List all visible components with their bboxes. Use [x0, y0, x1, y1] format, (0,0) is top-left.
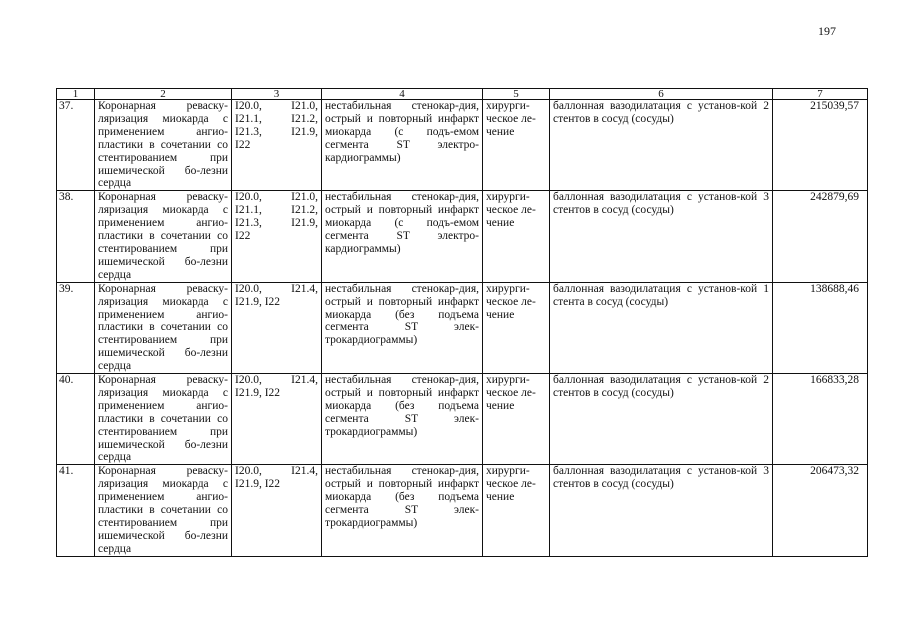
diagnosis: нестабильная стенокар-дия, острый и повторный инфаркт миокарда (без подъема сегмента ST элек-трокардиограммы): [322, 282, 483, 373]
diagnosis: нестабильная стенокар-дия, острый и повторный инфаркт миокарда (без подъема сегмента ST элек-трокардиограммы): [322, 465, 483, 556]
icd-code: I21.3,: [235, 125, 262, 138]
icd-code-line: [235, 465, 318, 478]
icd-code: I21.2,: [291, 112, 318, 125]
row-number: 38.: [57, 191, 95, 282]
cost-value: 215039,57: [773, 100, 868, 191]
icd-code: I21.4,: [291, 465, 318, 478]
icd-codes: [232, 191, 322, 282]
icd-code: I20.0,: [235, 374, 262, 387]
cost-value: 206473,32: [773, 465, 868, 556]
page-number: 197: [818, 24, 836, 38]
diagnosis: нестабильная стенокар-дия, острый и повторный инфаркт миокарда (с подъ-емом сегмента ST электро-кардиограммы): [322, 191, 483, 282]
table-row: [57, 465, 868, 556]
icd-code-line: [235, 191, 318, 204]
icd-codes: [232, 282, 322, 373]
icd-code: I22: [235, 138, 251, 151]
icd-code: I21.9,: [291, 217, 318, 230]
icd-code-line: [235, 296, 318, 309]
column-number-row: [57, 89, 868, 100]
row-number: 37.: [57, 100, 95, 191]
icd-code: I21.0,: [291, 191, 318, 204]
column-header: 2: [95, 89, 232, 100]
icd-code: I21.9, I22: [235, 295, 281, 308]
icd-code-line: [235, 230, 318, 243]
icd-code: I20.0,: [235, 191, 262, 204]
treatment-type: хирурги-ческое ле-чение: [483, 465, 550, 556]
treatment-method: баллонная вазодилатация с установ-кой 2 стентов в сосуд (сосуды): [550, 100, 773, 191]
icd-code-line: [235, 204, 318, 217]
diagnosis: нестабильная стенокар-дия, острый и повторный инфаркт миокарда (с подъ-емом сегмента ST электро-кардиограммы): [322, 100, 483, 191]
treatment-method: баллонная вазодилатация с установ-кой 2 стентов в сосуд (сосуды): [550, 374, 773, 465]
icd-code-line: [235, 139, 318, 152]
table-row: [57, 374, 868, 465]
icd-code: I21.1,: [235, 112, 262, 125]
icd-code: I21.1,: [235, 204, 262, 217]
treatment-method: баллонная вазодилатация с установ-кой 1 стента в сосуд (сосуды): [550, 282, 773, 373]
icd-code-line: [235, 374, 318, 387]
treatment-method: баллонная вазодилатация с установ-кой 3 стентов в сосуд (сосуды): [550, 465, 773, 556]
row-number: 40.: [57, 374, 95, 465]
treatment-type: хирурги-ческое ле-чение: [483, 282, 550, 373]
cost-value: 138688,46: [773, 282, 868, 373]
icd-code: I21.4,: [291, 282, 318, 295]
row-number: 39.: [57, 282, 95, 373]
column-header: 1: [57, 89, 95, 100]
treatment-method: баллонная вазодилатация с установ-кой 3 стентов в сосуд (сосуды): [550, 191, 773, 282]
icd-code: I21.0,: [291, 100, 318, 112]
icd-code-line: [235, 283, 318, 296]
icd-code: I20.0,: [235, 282, 262, 295]
icd-code: I22: [235, 230, 251, 243]
row-number: 41.: [57, 465, 95, 556]
medical-services-table: [56, 88, 868, 557]
icd-code: I21.4,: [291, 374, 318, 387]
column-header: 3: [232, 89, 322, 100]
cost-value: 166833,28: [773, 374, 868, 465]
icd-codes: [232, 100, 322, 191]
treatment-type: хирурги-ческое ле-чение: [483, 100, 550, 191]
icd-code: I21.9, I22: [235, 386, 281, 399]
service-name: Коронарная реваску-ляризация миокарда с применением ангио-пластики в сочетании со стентированием при ишемической бо-лезни сердца: [95, 100, 232, 191]
icd-code-line: [235, 217, 318, 230]
treatment-type: хирурги-ческое ле-чение: [483, 191, 550, 282]
icd-codes: [232, 374, 322, 465]
service-name: Коронарная реваску-ляризация миокарда с применением ангио-пластики в сочетании со стентированием при ишемической бо-лезни сердца: [95, 374, 232, 465]
icd-code-line: [235, 113, 318, 126]
column-header: 4: [322, 89, 483, 100]
treatment-type: хирурги-ческое ле-чение: [483, 374, 550, 465]
diagnosis: нестабильная стенокар-дия, острый и повторный инфаркт миокарда (без подъема сегмента ST элек-трокардиограммы): [322, 374, 483, 465]
icd-code: I21.9,: [291, 125, 318, 138]
icd-codes: [232, 465, 322, 556]
table-body: [57, 89, 868, 557]
cost-value: 242879,69: [773, 191, 868, 282]
icd-code-line: [235, 100, 318, 113]
column-header: 6: [550, 89, 773, 100]
icd-code: I21.3,: [235, 217, 262, 230]
icd-code: I21.9, I22: [235, 478, 281, 491]
table-row: [57, 100, 868, 191]
icd-code: I21.2,: [291, 204, 318, 217]
icd-code: I20.0,: [235, 100, 262, 112]
table-row: [57, 191, 868, 282]
service-name: Коронарная реваску-ляризация миокарда с применением ангио-пластики в сочетании со стентированием при ишемической бо-лезни сердца: [95, 282, 232, 373]
service-name: Коронарная реваску-ляризация миокарда с применением ангио-пластики в сочетании со стентированием при ишемической бо-лезни сердца: [95, 191, 232, 282]
table-row: [57, 282, 868, 373]
icd-code-line: [235, 126, 318, 139]
column-header: 5: [483, 89, 550, 100]
icd-code: I20.0,: [235, 465, 262, 478]
column-header: 7: [773, 89, 868, 100]
service-name: Коронарная реваску-ляризация миокарда с применением ангио-пластики в сочетании со стентированием при ишемической бо-лезни сердца: [95, 465, 232, 556]
icd-code-line: [235, 387, 318, 400]
icd-code-line: [235, 478, 318, 491]
